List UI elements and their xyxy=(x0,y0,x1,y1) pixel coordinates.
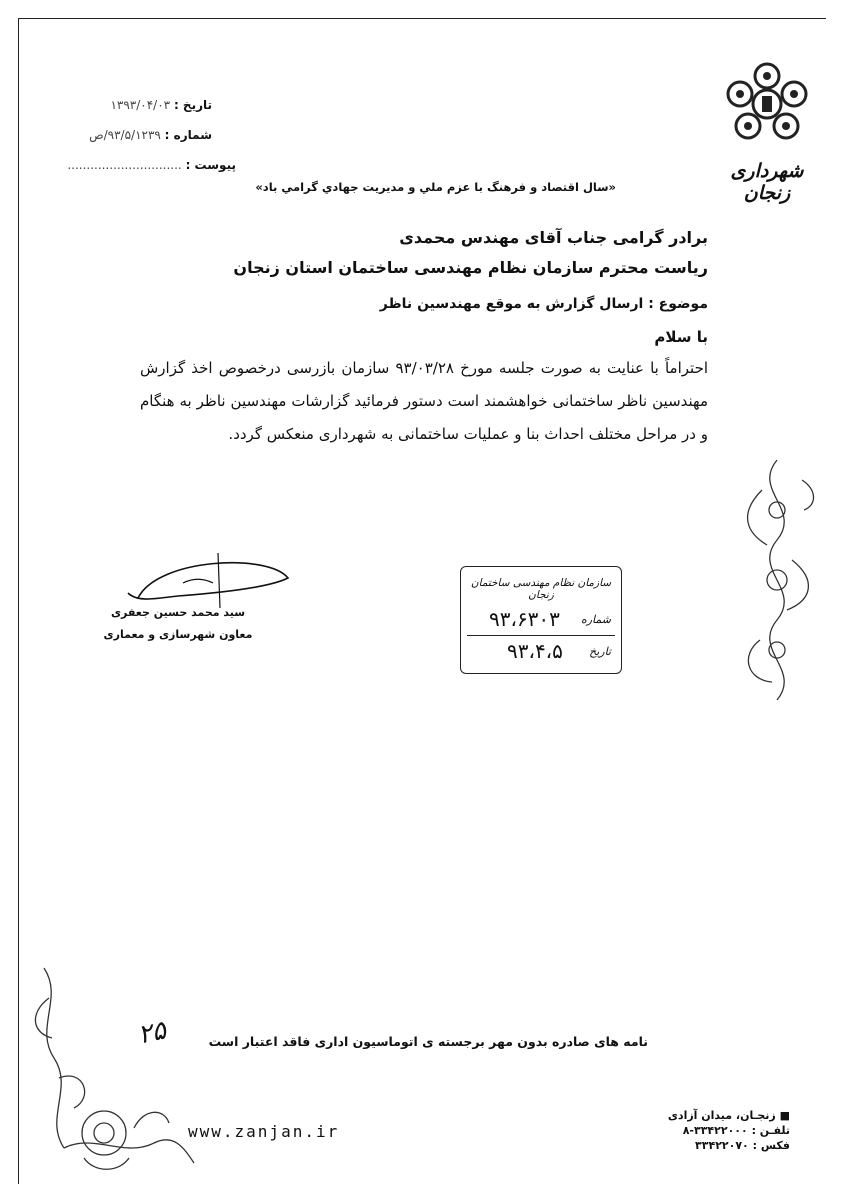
recipient-line-1: برادر گرامی جناب آقای مهندس محمدی xyxy=(399,228,708,247)
attachment-row xyxy=(56,158,236,172)
date-label: تاريخ : xyxy=(173,98,212,112)
signer-title: معاون شهرسازی و معماری xyxy=(103,628,253,641)
phone-line xyxy=(620,1123,790,1138)
stamp-number-row xyxy=(467,607,615,636)
fax-line xyxy=(620,1138,790,1153)
address-line xyxy=(620,1108,790,1123)
motto: «سال اقتصاد و فرهنگ با عزم ملي و مديريت جهادي گرامي باد» xyxy=(255,180,616,194)
logo-caption: شهرداری زنجان xyxy=(730,160,804,204)
stamp-org: سازمان نظام مهندسی ساختمان زنجان xyxy=(470,577,612,601)
stamp-number-label: شماره xyxy=(580,613,611,626)
date-value: ۱۳۹۳/۰۴/۰۳ xyxy=(110,98,171,112)
stamp-number-value: ۹۳،۶۳۰۳ xyxy=(489,607,560,631)
stamp-date-value: ۹۳،۴،۵ xyxy=(507,639,563,663)
stamp-date-label: تاریخ xyxy=(589,645,611,658)
handwritten-note: ۲۵ xyxy=(135,1015,169,1051)
greeting: با سلام xyxy=(654,328,708,346)
signer-name: سید محمد حسین جعفری xyxy=(110,606,246,619)
letter-body: احتراماً با عنایت به صورت جلسه مورخ ۹۳/۰۳/۲۸ سازمان بازرسی درخصوص اخذ گزارش مهندسین ناظر ساختمانی خواهشمند است دستور فرمائید گزارشات مهندسین ناظر به هنگام و در مراحل مختلف احداث بنا و عملیات ساختمانی به شهرداری منعکس گردد. xyxy=(140,359,709,443)
number-row xyxy=(32,128,212,142)
subject-line: موضوع : ارسال گزارش به موقع مهندسین ناظر xyxy=(379,296,708,312)
fax-label: فکس : xyxy=(752,1139,790,1152)
validity-notice: نامه های صادره بدون مهر برجسته ی اتوماسیون اداری فاقد اعتبار است xyxy=(208,1034,648,1049)
contact-block xyxy=(620,1108,790,1153)
attachment-label: پيوست : xyxy=(185,158,236,172)
number-value: ۹۳/۵/۱۲۳۹/ص xyxy=(89,128,161,142)
corner-ornament-icon xyxy=(24,958,199,1180)
logo-flower-icon xyxy=(712,62,822,152)
website-url: www.zanjan.ir xyxy=(188,1122,340,1141)
phone-value: ۳۳۴۲۲۰۰۰-۸ xyxy=(682,1124,748,1137)
municipality-logo xyxy=(712,62,822,212)
stamp-date-row xyxy=(467,639,615,667)
side-ornament-icon xyxy=(732,450,822,710)
phone-label: تلفـن : xyxy=(751,1124,790,1137)
date-row xyxy=(32,98,212,112)
number-label: شماره : xyxy=(164,128,212,142)
recipient-line-2: ریاست محترم سازمان نظام مهندسی ساختمان استان زنجان xyxy=(233,258,708,277)
fax-value: ۳۳۴۲۲۰۷۰ xyxy=(695,1139,749,1152)
bullet-icon: ■ xyxy=(775,1109,790,1122)
address: زنجـان، میدان آزادی xyxy=(667,1109,776,1122)
received-stamp xyxy=(460,566,622,674)
attachment-dots: .............................. xyxy=(67,158,182,172)
